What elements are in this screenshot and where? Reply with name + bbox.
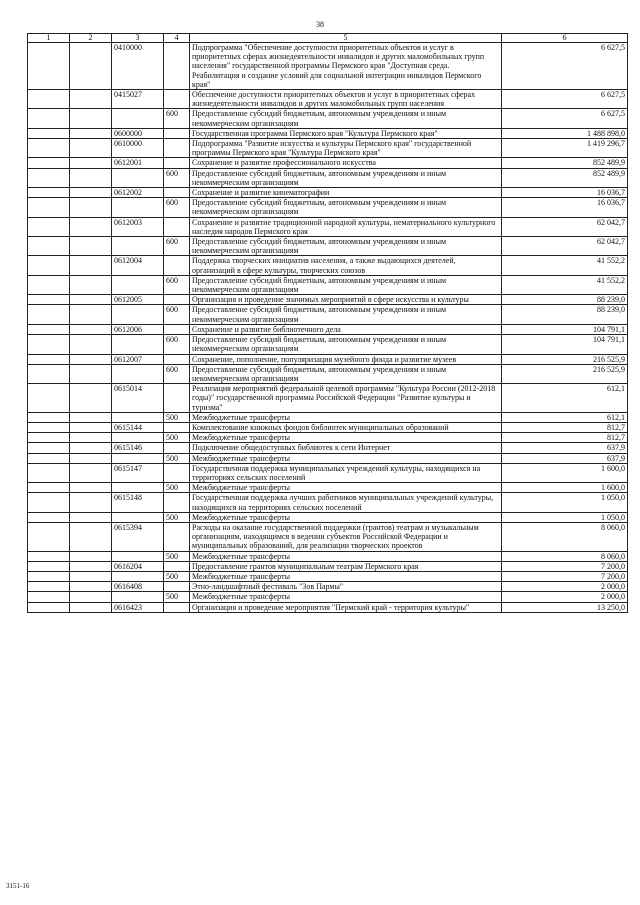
- cell-c2: [70, 324, 112, 334]
- cell-c4: [164, 128, 190, 138]
- cell-c3: 0616408: [112, 582, 164, 592]
- cell-c3: [112, 109, 164, 128]
- cell-c5: Организация и проведение мероприятия "Пермский край - территория культуры": [190, 602, 502, 612]
- cell-c6: 7 200,0: [502, 571, 628, 581]
- cell-c2: [70, 561, 112, 571]
- cell-c4: 500: [164, 412, 190, 422]
- cell-c2: [70, 295, 112, 305]
- cell-c3: 0615394: [112, 522, 164, 551]
- cell-c3: 0415027: [112, 90, 164, 109]
- table-row: [28, 198, 628, 217]
- table-row: [28, 592, 628, 602]
- cell-c6: 8 060,0: [502, 522, 628, 551]
- header-col-3: 3: [112, 34, 164, 43]
- cell-c6: 1 050,0: [502, 493, 628, 512]
- cell-c4: 500: [164, 483, 190, 493]
- cell-c5: Реализация мероприятий федеральной целевой программы "Культура России (2012-2018 годы)" государственной программы Российской Федерации "Развитие культуры и туризма": [190, 384, 502, 413]
- cell-c1: [28, 551, 70, 561]
- cell-c6: 852 489,9: [502, 158, 628, 168]
- cell-c1: [28, 139, 70, 158]
- cell-c1: [28, 463, 70, 482]
- table-row: [28, 522, 628, 551]
- cell-c4: 500: [164, 551, 190, 561]
- cell-c2: [70, 128, 112, 138]
- cell-c4: [164, 43, 190, 90]
- cell-c1: [28, 354, 70, 364]
- cell-c5: Государственная программа Пермского края "Культура Пермского края": [190, 128, 502, 138]
- cell-c2: [70, 433, 112, 443]
- cell-c6: 6 627,5: [502, 43, 628, 90]
- cell-c2: [70, 188, 112, 198]
- cell-c5: Межбюджетные трансферты: [190, 592, 502, 602]
- table-row: [28, 384, 628, 413]
- cell-c6: 16 036,7: [502, 198, 628, 217]
- cell-c5: Межбюджетные трансферты: [190, 483, 502, 493]
- cell-c2: [70, 422, 112, 432]
- cell-c5: Сохранение и развитие профессионального искусства: [190, 158, 502, 168]
- cell-c2: [70, 217, 112, 236]
- table-row: [28, 237, 628, 256]
- cell-c5: Предоставление субсидий бюджетным, автономным учреждениям и иным некоммерческим организациям: [190, 335, 502, 354]
- cell-c6: 812,7: [502, 433, 628, 443]
- cell-c4: [164, 463, 190, 482]
- cell-c3: [112, 237, 164, 256]
- table-row: [28, 433, 628, 443]
- cell-c1: [28, 324, 70, 334]
- cell-c3: 0616204: [112, 561, 164, 571]
- cell-c3: 0612004: [112, 256, 164, 275]
- cell-c2: [70, 139, 112, 158]
- page-number: 38: [316, 20, 324, 29]
- table-row: [28, 90, 628, 109]
- table-row: [28, 443, 628, 453]
- cell-c3: [112, 198, 164, 217]
- table-row: [28, 354, 628, 364]
- cell-c5: Обеспечение доступности приоритетных объектов и услуг в приоритетных сферах жизнедеятельности инвалидов и других маломобильных групп населения: [190, 90, 502, 109]
- cell-c5: Межбюджетные трансферты: [190, 412, 502, 422]
- cell-c4: 500: [164, 571, 190, 581]
- header-col-2: 2: [70, 34, 112, 43]
- cell-c6: 852 489,9: [502, 168, 628, 187]
- cell-c2: [70, 592, 112, 602]
- cell-c1: [28, 43, 70, 90]
- cell-c1: [28, 422, 70, 432]
- cell-c6: 812,7: [502, 422, 628, 432]
- cell-c1: [28, 198, 70, 217]
- cell-c5: Межбюджетные трансферты: [190, 571, 502, 581]
- cell-c3: 0600000: [112, 128, 164, 138]
- cell-c5: Организация и проведение значимых мероприятий в сфере искусства и культуры: [190, 295, 502, 305]
- cell-c1: [28, 582, 70, 592]
- cell-c6: 62 042,7: [502, 237, 628, 256]
- cell-c2: [70, 168, 112, 187]
- cell-c3: [112, 168, 164, 187]
- cell-c3: 0612005: [112, 295, 164, 305]
- table-row: [28, 602, 628, 612]
- header-col-5: 5: [190, 34, 502, 43]
- table-row: [28, 551, 628, 561]
- cell-c2: [70, 483, 112, 493]
- cell-c6: 2 000,0: [502, 592, 628, 602]
- cell-c3: 0612007: [112, 354, 164, 364]
- cell-c4: [164, 354, 190, 364]
- cell-c4: [164, 384, 190, 413]
- header-col-6: 6: [502, 34, 628, 43]
- cell-c6: 62 042,7: [502, 217, 628, 236]
- cell-c2: [70, 354, 112, 364]
- cell-c1: [28, 168, 70, 187]
- table-row: [28, 453, 628, 463]
- cell-c6: 2 000,0: [502, 582, 628, 592]
- cell-c4: [164, 217, 190, 236]
- cell-c4: 500: [164, 453, 190, 463]
- cell-c6: 7 200,0: [502, 561, 628, 571]
- table-row: [28, 335, 628, 354]
- cell-c2: [70, 453, 112, 463]
- cell-c1: [28, 433, 70, 443]
- cell-c4: 600: [164, 305, 190, 324]
- header-row: [28, 34, 628, 43]
- cell-c2: [70, 384, 112, 413]
- cell-c2: [70, 571, 112, 581]
- cell-c4: [164, 582, 190, 592]
- cell-c1: [28, 453, 70, 463]
- cell-c2: [70, 443, 112, 453]
- cell-c5: Сохранение и развитие кинематографии: [190, 188, 502, 198]
- cell-c6: 612,1: [502, 384, 628, 413]
- table-row: [28, 561, 628, 571]
- cell-c1: [28, 384, 70, 413]
- table-row: [28, 168, 628, 187]
- cell-c5: Межбюджетные трансферты: [190, 453, 502, 463]
- cell-c3: 0612002: [112, 188, 164, 198]
- cell-c1: [28, 561, 70, 571]
- cell-c6: 216 525,9: [502, 354, 628, 364]
- cell-c4: 500: [164, 433, 190, 443]
- cell-c4: 600: [164, 275, 190, 294]
- cell-c4: [164, 522, 190, 551]
- cell-c2: [70, 335, 112, 354]
- cell-c1: [28, 512, 70, 522]
- cell-c6: 1 419 296,7: [502, 139, 628, 158]
- cell-c1: [28, 522, 70, 551]
- cell-c5: Предоставление субсидий бюджетным, автономным учреждениям и иным некоммерческим организациям: [190, 364, 502, 383]
- cell-c3: [112, 571, 164, 581]
- cell-c5: Государственная поддержка муниципальных учреждений культуры, находящихся на территориях сельских поселений: [190, 463, 502, 482]
- cell-c2: [70, 522, 112, 551]
- cell-c1: [28, 188, 70, 198]
- table-row: [28, 256, 628, 275]
- cell-c4: [164, 158, 190, 168]
- footer-code: 3151-16: [6, 882, 30, 890]
- cell-c3: 0615148: [112, 493, 164, 512]
- table-row: [28, 512, 628, 522]
- cell-c3: [112, 433, 164, 443]
- header-col-1: 1: [28, 34, 70, 43]
- cell-c6: 637,9: [502, 443, 628, 453]
- table-row: [28, 324, 628, 334]
- cell-c4: [164, 324, 190, 334]
- cell-c3: [112, 335, 164, 354]
- cell-c1: [28, 128, 70, 138]
- cell-c4: [164, 602, 190, 612]
- cell-c3: 0612003: [112, 217, 164, 236]
- cell-c5: Государственная поддержка лучших работников муниципальных учреждений культуры, находящихся на территориях сельских поселений: [190, 493, 502, 512]
- cell-c2: [70, 109, 112, 128]
- cell-c4: [164, 422, 190, 432]
- table-row: [28, 139, 628, 158]
- cell-c5: Межбюджетные трансферты: [190, 551, 502, 561]
- cell-c3: [112, 592, 164, 602]
- cell-c6: 6 627,5: [502, 90, 628, 109]
- table-body: [28, 43, 628, 613]
- cell-c1: [28, 256, 70, 275]
- cell-c5: Предоставление грантов муниципальным театрам Пермского края: [190, 561, 502, 571]
- cell-c4: 600: [164, 237, 190, 256]
- cell-c3: 0410000: [112, 43, 164, 90]
- cell-c2: [70, 412, 112, 422]
- cell-c4: 600: [164, 168, 190, 187]
- cell-c5: Расходы на оказание государственной поддержки (грантов) театрам и музыкальным организациям, находящимся в ведении субъектов Российской Федерации и муниципальных образований, для реализации творческих проектов: [190, 522, 502, 551]
- cell-c2: [70, 364, 112, 383]
- table-row: [28, 188, 628, 198]
- cell-c2: [70, 43, 112, 90]
- cell-c5: Поддержка творческих инициатив населения, а также выдающихся деятелей, организаций в сфере культуры, творческих союзов: [190, 256, 502, 275]
- cell-c2: [70, 90, 112, 109]
- cell-c6: 41 552,2: [502, 275, 628, 294]
- cell-c1: [28, 364, 70, 383]
- cell-c3: [112, 512, 164, 522]
- cell-c2: [70, 493, 112, 512]
- cell-c1: [28, 592, 70, 602]
- cell-c2: [70, 275, 112, 294]
- cell-c1: [28, 571, 70, 581]
- table-row: [28, 43, 628, 90]
- table-row: [28, 275, 628, 294]
- cell-c5: Предоставление субсидий бюджетным, автономным учреждениям и иным некоммерческим организациям: [190, 305, 502, 324]
- cell-c1: [28, 335, 70, 354]
- cell-c1: [28, 217, 70, 236]
- cell-c4: [164, 443, 190, 453]
- cell-c2: [70, 602, 112, 612]
- cell-c3: 0615146: [112, 443, 164, 453]
- cell-c5: Комплектование книжных фондов библиотек муниципальных образований: [190, 422, 502, 432]
- cell-c6: 8 060,0: [502, 551, 628, 561]
- header-col-4: 4: [164, 34, 190, 43]
- table-row: [28, 463, 628, 482]
- cell-c2: [70, 237, 112, 256]
- cell-c4: 500: [164, 512, 190, 522]
- cell-c3: 0615144: [112, 422, 164, 432]
- cell-c5: Предоставление субсидий бюджетным, автономным учреждениям и иным некоммерческим организациям: [190, 109, 502, 128]
- cell-c3: [112, 305, 164, 324]
- cell-c4: [164, 256, 190, 275]
- cell-c2: [70, 158, 112, 168]
- cell-c5: Межбюджетные трансферты: [190, 433, 502, 443]
- cell-c4: [164, 90, 190, 109]
- cell-c1: [28, 412, 70, 422]
- table-row: [28, 582, 628, 592]
- cell-c6: 41 552,2: [502, 256, 628, 275]
- cell-c3: [112, 551, 164, 561]
- cell-c6: 88 239,0: [502, 305, 628, 324]
- cell-c6: 612,1: [502, 412, 628, 422]
- cell-c6: 1 600,0: [502, 463, 628, 482]
- cell-c5: Сохранение и развитие библиотечного дела: [190, 324, 502, 334]
- cell-c5: Этно-ландшафтный фестиваль "Зов Пармы": [190, 582, 502, 592]
- table-row: [28, 158, 628, 168]
- cell-c4: [164, 139, 190, 158]
- table-row: [28, 295, 628, 305]
- cell-c2: [70, 512, 112, 522]
- table-row: [28, 305, 628, 324]
- cell-c6: 6 627,5: [502, 109, 628, 128]
- cell-c5: Подпрограмма "Обеспечение доступности приоритетных объектов и услуг в приоритетных сферах жизнедеятельности инвалидов и других маломобильных групп населения" государственной программы Пермского края "Доступная среда. Реабилитация и создание условий для социальной интеграции инвалидов Пермского края": [190, 43, 502, 90]
- cell-c5: Предоставление субсидий бюджетным, автономным учреждениям и иным некоммерческим организациям: [190, 237, 502, 256]
- cell-c3: [112, 364, 164, 383]
- cell-c4: 600: [164, 198, 190, 217]
- cell-c1: [28, 295, 70, 305]
- cell-c3: [112, 483, 164, 493]
- cell-c6: 1 600,0: [502, 483, 628, 493]
- cell-c5: Подключение общедоступных библиотек к сети Интернет: [190, 443, 502, 453]
- table-row: [28, 422, 628, 432]
- cell-c3: 0615147: [112, 463, 164, 482]
- cell-c2: [70, 463, 112, 482]
- cell-c5: Предоставление субсидий бюджетным, автономным учреждениям и иным некоммерческим организациям: [190, 198, 502, 217]
- cell-c1: [28, 493, 70, 512]
- cell-c1: [28, 158, 70, 168]
- table-row: [28, 364, 628, 383]
- cell-c6: 16 036,7: [502, 188, 628, 198]
- table-row: [28, 571, 628, 581]
- cell-c1: [28, 275, 70, 294]
- cell-c2: [70, 256, 112, 275]
- cell-c3: [112, 412, 164, 422]
- cell-c4: [164, 561, 190, 571]
- cell-c3: 0615014: [112, 384, 164, 413]
- cell-c5: Предоставление субсидий бюджетным, автономным учреждениям и иным некоммерческим организациям: [190, 168, 502, 187]
- cell-c4: 500: [164, 592, 190, 602]
- cell-c6: 13 250,0: [502, 602, 628, 612]
- table-row: [28, 493, 628, 512]
- cell-c2: [70, 551, 112, 561]
- cell-c1: [28, 90, 70, 109]
- cell-c5: Подпрограмма "Развитие искусства и культуры Пермского края" государственной программы Пермского края "Культура Пермского края": [190, 139, 502, 158]
- cell-c2: [70, 198, 112, 217]
- table-row: [28, 217, 628, 236]
- cell-c4: [164, 295, 190, 305]
- cell-c2: [70, 305, 112, 324]
- cell-c3: [112, 453, 164, 463]
- cell-c5: Сохранение, пополнение, популяризация музейного фонда и развитие музеев: [190, 354, 502, 364]
- cell-c6: 216 525,9: [502, 364, 628, 383]
- cell-c1: [28, 443, 70, 453]
- cell-c6: 637,9: [502, 453, 628, 463]
- cell-c4: [164, 493, 190, 512]
- cell-c3: 0616423: [112, 602, 164, 612]
- cell-c1: [28, 237, 70, 256]
- cell-c6: 104 791,1: [502, 324, 628, 334]
- cell-c1: [28, 483, 70, 493]
- cell-c3: 0612001: [112, 158, 164, 168]
- cell-c4: 600: [164, 335, 190, 354]
- cell-c6: 104 791,1: [502, 335, 628, 354]
- table-row: [28, 483, 628, 493]
- cell-c6: 1 050,0: [502, 512, 628, 522]
- cell-c2: [70, 582, 112, 592]
- cell-c1: [28, 602, 70, 612]
- cell-c5: Сохранение и развитие традиционной народной культуры, нематериального культурного наследия народов Пермского края: [190, 217, 502, 236]
- table-row: [28, 109, 628, 128]
- cell-c3: [112, 275, 164, 294]
- table-row: [28, 412, 628, 422]
- cell-c5: Предоставление субсидий бюджетным, автономным учреждениям и иным некоммерческим организациям: [190, 275, 502, 294]
- cell-c6: 88 239,0: [502, 295, 628, 305]
- cell-c4: [164, 188, 190, 198]
- cell-c1: [28, 109, 70, 128]
- cell-c4: 600: [164, 109, 190, 128]
- cell-c5: Межбюджетные трансферты: [190, 512, 502, 522]
- table-row: [28, 128, 628, 138]
- cell-c1: [28, 305, 70, 324]
- budget-table: [27, 33, 628, 613]
- cell-c3: 0612006: [112, 324, 164, 334]
- cell-c3: 0610000: [112, 139, 164, 158]
- cell-c6: 1 488 898,0: [502, 128, 628, 138]
- cell-c4: 600: [164, 364, 190, 383]
